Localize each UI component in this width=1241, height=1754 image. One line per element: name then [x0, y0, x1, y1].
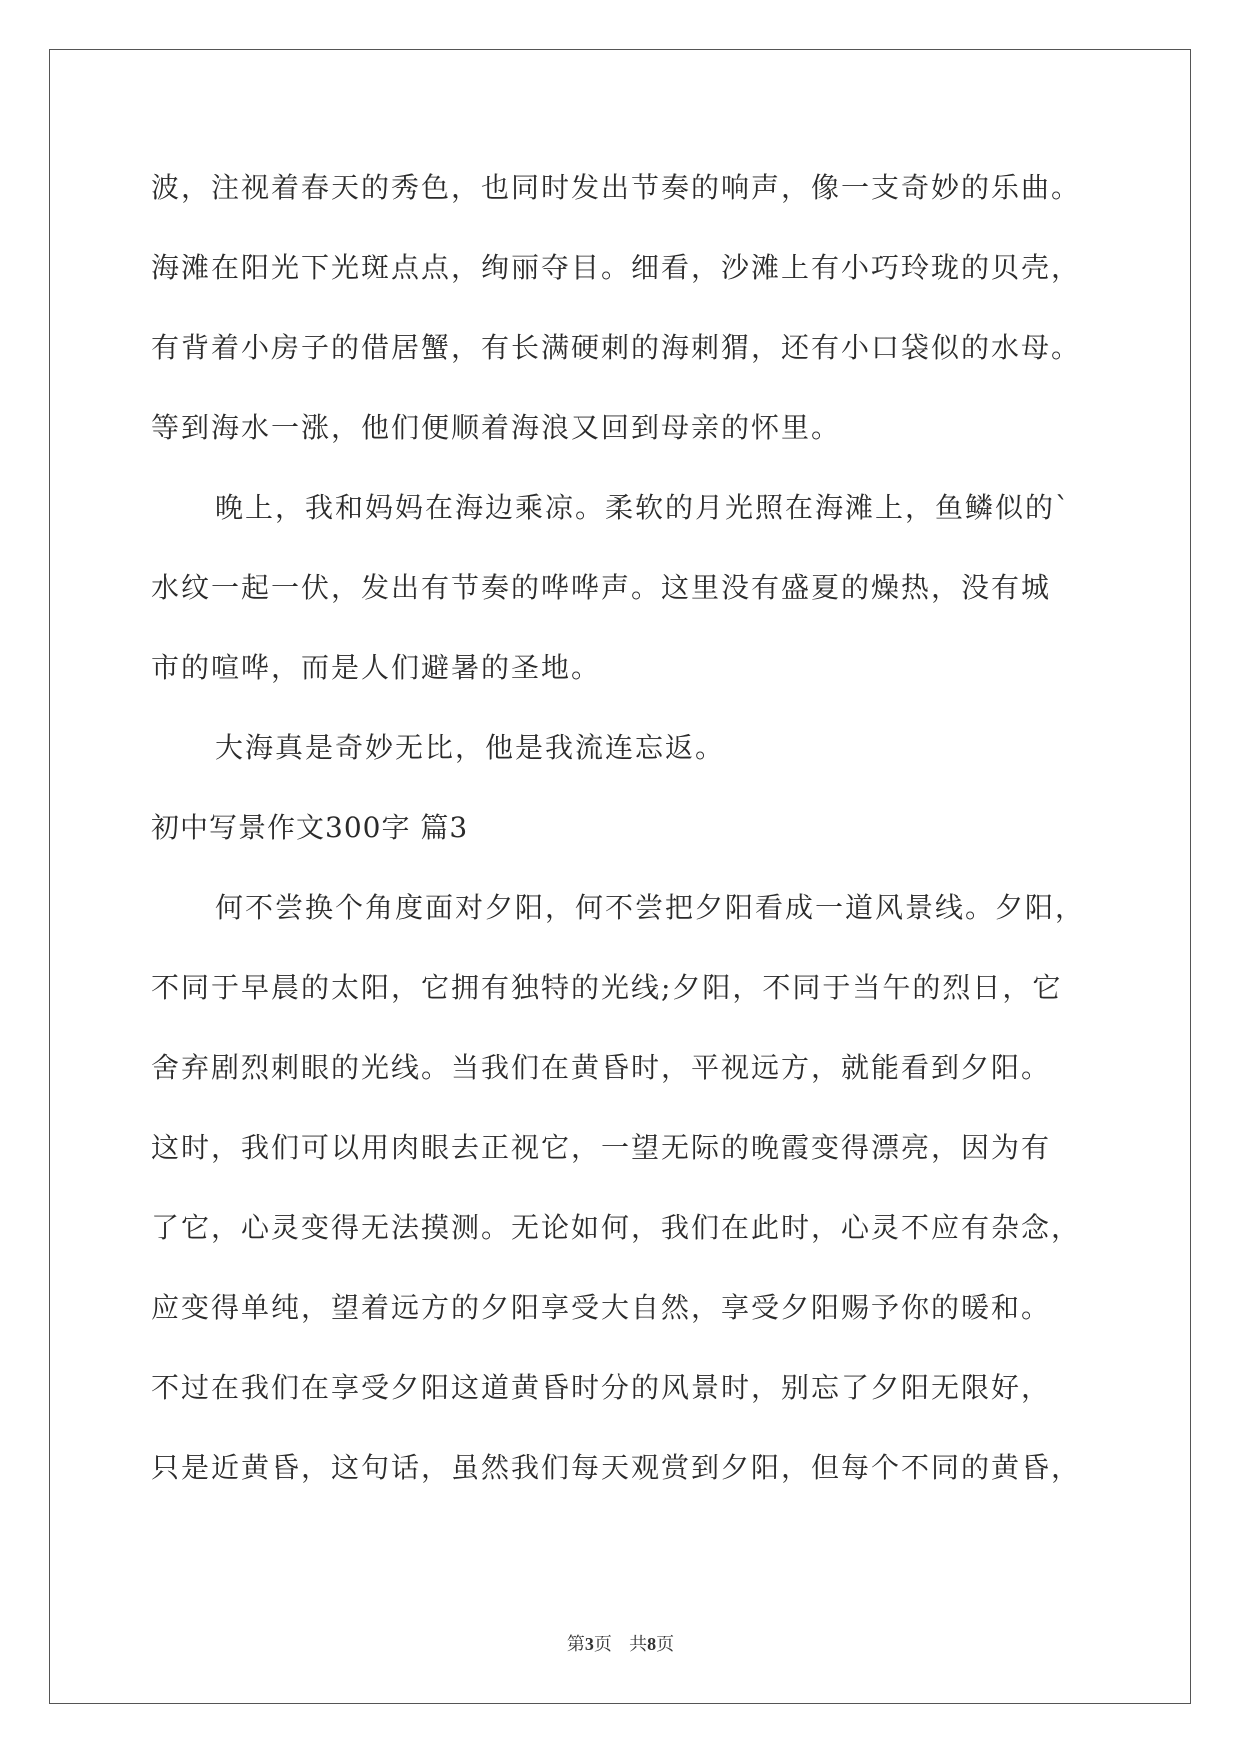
- paragraph-first-line: 何不尝换个角度面对夕阳，何不尝把夕阳看成一道风景线。夕阳，: [215, 891, 1086, 924]
- text-line: 了它，心灵变得无法摸测。无论如何，我们在此时，心灵不应有杂念，: [151, 1211, 1082, 1244]
- page-footer: [0, 1630, 1241, 1656]
- text-line: 只是近黄昏，这句话，虽然我们每天观赏到夕阳，但每个不同的黄昏，: [151, 1451, 1082, 1484]
- paragraph-first-line: 晚上，我和妈妈在海边乘凉。柔软的月光照在海滩上，鱼鳞似的`: [215, 491, 1072, 524]
- text-line: 这时，我们可以用肉眼去正视它，一望无际的晚霞变得漂亮，因为有: [151, 1131, 1052, 1164]
- section-heading: 初中写景作文300字 篇3: [151, 811, 469, 844]
- footer-total-suffix: 页: [656, 1634, 675, 1655]
- text-line: 市的喧哗，而是人们避暑的圣地。: [151, 651, 602, 684]
- text-line: 不过在我们在享受夕阳这道黄昏时分的风景时，别忘了夕阳无限好，: [151, 1371, 1052, 1404]
- text-line: 等到海水一涨，他们便顺着海浪又回到母亲的怀里。: [151, 411, 842, 444]
- footer-total-prefix: 共: [629, 1634, 648, 1655]
- document-body: [151, 148, 1111, 1508]
- text-line: 不同于早晨的太阳，它拥有独特的光线;夕阳，不同于当午的烈日，它: [151, 971, 1063, 1004]
- text-line: 海滩在阳光下光斑点点，绚丽夺目。细看，沙滩上有小巧玲珑的贝壳，: [151, 251, 1082, 284]
- text-line: 舍弃剧烈刺眼的光线。当我们在黄昏时，平视远方，就能看到夕阳。: [151, 1051, 1052, 1084]
- footer-page-word: 页: [593, 1634, 612, 1655]
- paragraph-first-line: 大海真是奇妙无比，他是我流连忘返。: [215, 731, 726, 764]
- text-line: 有背着小房子的借居蟹，有长满硬刺的海刺猬，还有小口袋似的水母。: [151, 331, 1082, 364]
- total-pages-number: 8: [647, 1634, 657, 1654]
- current-page-number: 3: [584, 1634, 594, 1654]
- text-line: 波，注视着春天的秀色，也同时发出节奏的响声，像一支奇妙的乐曲。: [151, 171, 1082, 204]
- footer-prefix: 第: [566, 1634, 585, 1655]
- text-line: 水纹一起一伏，发出有节奏的哗哗声。这里没有盛夏的燥热，没有城: [151, 571, 1052, 604]
- text-line: 应变得单纯，望着远方的夕阳享受大自然，享受夕阳赐予你的暖和。: [151, 1291, 1052, 1324]
